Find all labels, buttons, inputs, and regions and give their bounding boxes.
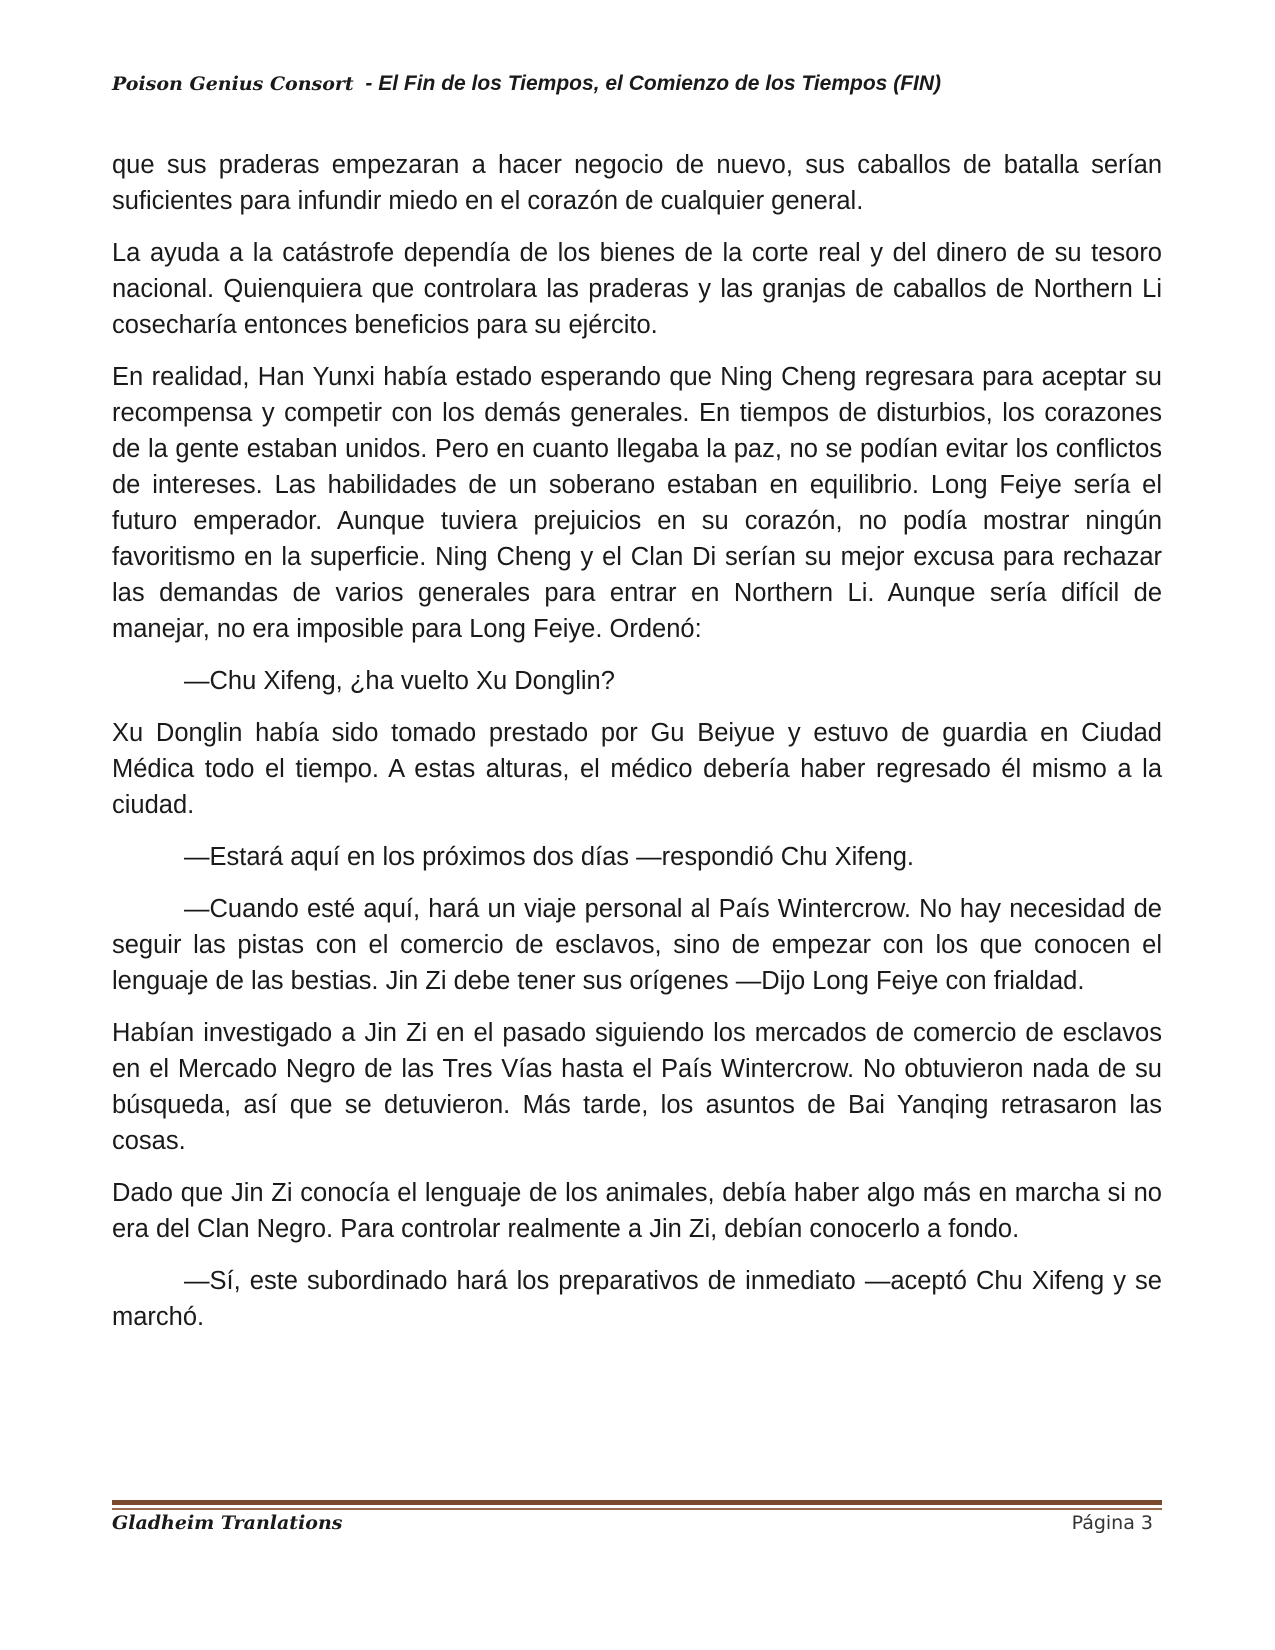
paragraph: En realidad, Han Yunxi había estado esperando que Ning Cheng regresara para aceptar su recompensa y competir con los demás generales. En tiempos de disturbios, los corazones de la gente estaban unidos. Pero en cuanto llegaba la paz, no se podían evitar los conflictos de intereses. Las habilidades de un soberano estaban en equilibrio. Long Feiye sería el futuro emperador. Aunque tuviera prejuicios en su corazón, no podía mostrar ningún favoritismo en la superficie. Ning Cheng y el Clan Di serían su mejor excusa para rechazar las demandas de varios generales para entrar en Northern Li. Aunque sería difícil de manejar, no era imposible para Long Feiye. Ordenó: [112, 363, 1162, 643]
page-number: Página 3 [1071, 1512, 1153, 1534]
document-body [112, 147, 1162, 1351]
paragraph: Dado que Jin Zi conocía el lenguaje de los animales, debía haber algo más en marcha si no era del Clan Negro. Para controlar realmente a Jin Zi, debían conocerlo a fondo. [112, 1179, 1162, 1243]
paragraph: Xu Donglin había sido tomado prestado por Gu Beiyue y estuvo de guardia en Ciudad Médica todo el tiempo. A estas alturas, el médico debería haber regresado él mismo a la ciudad. [112, 719, 1162, 819]
dialogue-paragraph: —Cuando esté aquí, hará un viaje personal al País Wintercrow. No hay necesidad de seguir las pistas con el comercio de esclavos, sino de empezar con los que conocen el lenguaje de las bestias. Jin Zi debe tener sus orígenes —Dijo Long Feiye con frialdad. [112, 895, 1162, 995]
footer-translator: Gladheim Tranlations [112, 1512, 343, 1534]
paragraph: que sus praderas empezaran a hacer negocio de nuevo, sus caballos de batalla serían suficientes para infundir miedo en el corazón de cualquier general. [112, 151, 1162, 215]
footer-divider-thick [112, 1500, 1162, 1505]
paragraph: La ayuda a la catástrofe dependía de los bienes de la corte real y del dinero de su tesoro nacional. Quienquiera que controlara las praderas y las granjas de caballos de Northern Li cosecharía entonces beneficios para su ejército. [112, 239, 1162, 339]
dialogue-paragraph: —Estará aquí en los próximos dos días —respondió Chu Xifeng. [184, 843, 914, 871]
page-header [112, 72, 1172, 96]
paragraph: Habían investigado a Jin Zi en el pasado siguiendo los mercados de comercio de esclavos en el Mercado Negro de las Tres Vías hasta el País Wintercrow. No obtuvieron nada de su búsqueda, así que se detuvieron. Más tarde, los asuntos de Bai Yanqing retrasaron las cosas. [112, 1019, 1162, 1155]
dialogue-paragraph: —Chu Xifeng, ¿ha vuelto Xu Donglin? [184, 667, 615, 695]
dialogue-paragraph: —Sí, este subordinado hará los preparativos de inmediato —aceptó Chu Xifeng y se marchó. [112, 1267, 1162, 1331]
chapter-title: El Fin de los Tiempos, el Comienzo de los Tiempos (FIN) [378, 72, 942, 95]
footer-divider-thin [112, 1508, 1162, 1510]
series-title: Poison Genius Consort [112, 73, 354, 95]
header-separator: - [353, 72, 379, 95]
